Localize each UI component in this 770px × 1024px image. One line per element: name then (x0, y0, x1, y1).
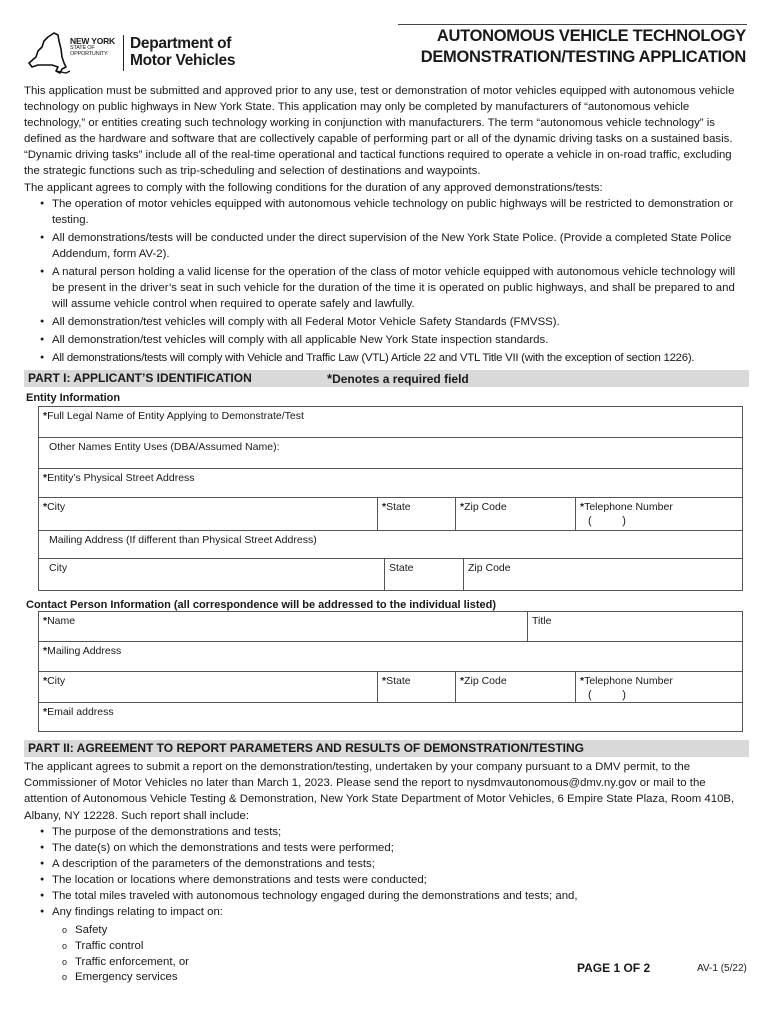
part2-heading: PART II: AGREEMENT TO REPORT PARAMETERS AND RESULTS OF DEMONSTRATION/TESTING (28, 741, 585, 755)
telephone-field[interactable]: *Telephone Number ( ) (575, 498, 744, 530)
list-item: ● A natural person holding a valid license for the operation of the class of motor vehicle equipped with autonomous vehicle technology will be present in the driver’s seat in such vehicle for the duration of the time it is operated on public highways, and shall be prepared to and will assume vehicle control when required to operate safely and lawfully. (38, 264, 750, 312)
mail-zip-field[interactable]: Zip Code (463, 559, 744, 590)
logo-divider (123, 35, 124, 71)
full-legal-name-field[interactable]: *Full Legal Name of Entity Applying to Demonstrate/Test (43, 410, 304, 422)
dmv-line1: Department of (130, 35, 232, 52)
form-title (421, 26, 746, 68)
dmv-wordmark (130, 35, 235, 69)
list-item: ● All demonstration/test vehicles will comply with all applicable New York State inspection standards. (38, 332, 750, 348)
contact-mailing-row[interactable] (39, 642, 742, 672)
mailing-address-row[interactable] (39, 531, 742, 559)
report-items-list (38, 824, 738, 920)
email-row[interactable] (39, 703, 742, 731)
mailing-address-field[interactable]: Mailing Address (If different than Physical Street Address) (49, 534, 317, 546)
dmv-line2: Motor Vehicles (130, 52, 236, 69)
required-field-note: *Denotes a required field (327, 371, 469, 386)
contact-zip-field[interactable]: *Zip Code (455, 672, 575, 702)
nys-wordmark (70, 37, 115, 57)
list-item: ● The purpose of the demonstrations and tests; (38, 824, 738, 840)
page-number: PAGE 1 OF 2 (577, 961, 651, 975)
list-item: ● All demonstrations/tests will be conducted under the direct supervision of the New York State Police. (Provide a completed State Police Addendum, form AV-2). (38, 230, 750, 262)
state-field[interactable]: *State (377, 498, 455, 530)
form-id: AV-1 (5/22) (697, 963, 747, 974)
part1-heading: PART I: APPLICANT’S IDENTIFICATION (28, 371, 252, 385)
part2-paragraph: The applicant agrees to submit a report on the demonstration/testing, undertaken by your company pursuant to a DMV permit, to the Commissioner of Motor Vehicles no later than March 1, 2023. Please send the report to nysdmvautonomous@dmv.ny.gov or mail to the attention of Autonomous Vehicle Testing & Demonstration, New York State Department of Motor Vehicles, 6 Empire State Plaza, Room 410B, Albany, NY 12228. Such report shall include: (24, 761, 735, 822)
list-item: ● The operation of motor vehicles equipped with autonomous vehicle technology on public highways will be restricted to demonstration or testing. (38, 196, 750, 228)
contact-state-field[interactable]: *State (377, 672, 455, 702)
entity-info-heading: Entity Information (26, 392, 121, 404)
contact-info-heading: Contact Person Information (all correspondence will be addressed to the individual listed) (26, 599, 497, 611)
intro-paragraph: This application must be submitted and approved prior to any use, test or demonstration of motor vehicles equipped with autonomous vehicle technology on public highways in New York State. This application may only be completed by manufacturers of “autonomous vehicle technology,” or entities creating such technology working in conjunction with manufacturers. The term “autonomous vehicle technology” is defined as the hardware and software that are collectively capable of performing part or all of the dynamic driving tasks on a sustained basis. “Dynamic driving tasks” include all of the real-time operational and tactical functions required to operate a vehicle in on-road traffic, excluding the strategic functions such as trip-scheduling and selection of destinations and waypoints. (24, 85, 735, 177)
mail-state-field[interactable]: State (384, 559, 463, 590)
list-item: ● All demonstrations/tests will comply with Vehicle and Traffic Law (VTL) Article 22 and VTL Title VII (with the exception of section 1226). (38, 350, 750, 366)
conditions-list (38, 196, 750, 368)
title-line1: AUTONOMOUS VEHICLE TECHNOLOGY (436, 27, 746, 45)
contact-city-field[interactable]: *City (43, 675, 66, 687)
mail-city-state-zip-row (39, 559, 742, 590)
city-state-zip-row (39, 498, 742, 531)
list-item: ● The total miles traveled with autonomous technology engaged during the demonstrations and tests; and, (38, 888, 738, 904)
nys-dmv-logo (26, 27, 256, 77)
conditions-lead: The applicant agrees to comply with the following conditions for the duration of any approved demonstrations/tests: (24, 182, 603, 194)
sublist-item: o Emergency services (62, 970, 189, 986)
contact-email-field[interactable]: *Email address (43, 706, 114, 718)
logo-line1: NEW YORK (70, 36, 115, 46)
part2-header (24, 740, 749, 757)
mail-city-field[interactable]: City (49, 562, 68, 574)
header-rule (398, 24, 747, 25)
contact-mailing-address-field[interactable]: *Mailing Address (43, 645, 122, 657)
sublist-item: o Traffic control (62, 939, 189, 955)
list-item: ● A description of the parameters of the demonstrations and tests; (38, 856, 738, 872)
new-york-state-map-icon (26, 27, 72, 77)
sublist-item: o Safety (62, 923, 189, 939)
contact-info-table (38, 611, 743, 732)
title-line2: DEMONSTRATION/TESTING APPLICATION (420, 48, 746, 66)
list-item: ● The date(s) on which the demonstrations and tests were performed; (38, 840, 738, 856)
contact-city-state-zip-row (39, 672, 742, 703)
city-field[interactable]: *City (43, 501, 66, 513)
impact-sublist (62, 923, 189, 986)
street-address-field[interactable]: *Entity’s Physical Street Address (43, 472, 195, 484)
part1-header (24, 370, 749, 387)
contact-title-field[interactable]: Title (527, 612, 744, 641)
street-address-row[interactable] (39, 469, 742, 498)
zip-field[interactable]: *Zip Code (455, 498, 575, 530)
sublist-item: o Traffic enforcement, or (62, 955, 189, 971)
name-title-row (39, 612, 742, 642)
list-item: ● All demonstration/test vehicles will comply with all Federal Motor Vehicle Safety Standards (FMVSS). (38, 314, 750, 330)
logo-line3: OPPORTUNITY. (70, 51, 109, 57)
entity-name-row[interactable] (39, 407, 742, 438)
logo-line2: STATE OF (70, 45, 95, 51)
contact-telephone-field[interactable]: *Telephone Number ( ) (575, 672, 744, 702)
list-item: ● Any findings relating to impact on: (38, 904, 738, 920)
list-item: ● The location or locations where demonstrations and tests were conducted; (38, 872, 738, 888)
entity-info-table (38, 406, 743, 591)
other-names-row[interactable] (39, 438, 742, 469)
other-names-field[interactable]: Other Names Entity Uses (DBA/Assumed Name): (49, 441, 280, 453)
contact-name-field[interactable]: *Name (43, 615, 76, 627)
